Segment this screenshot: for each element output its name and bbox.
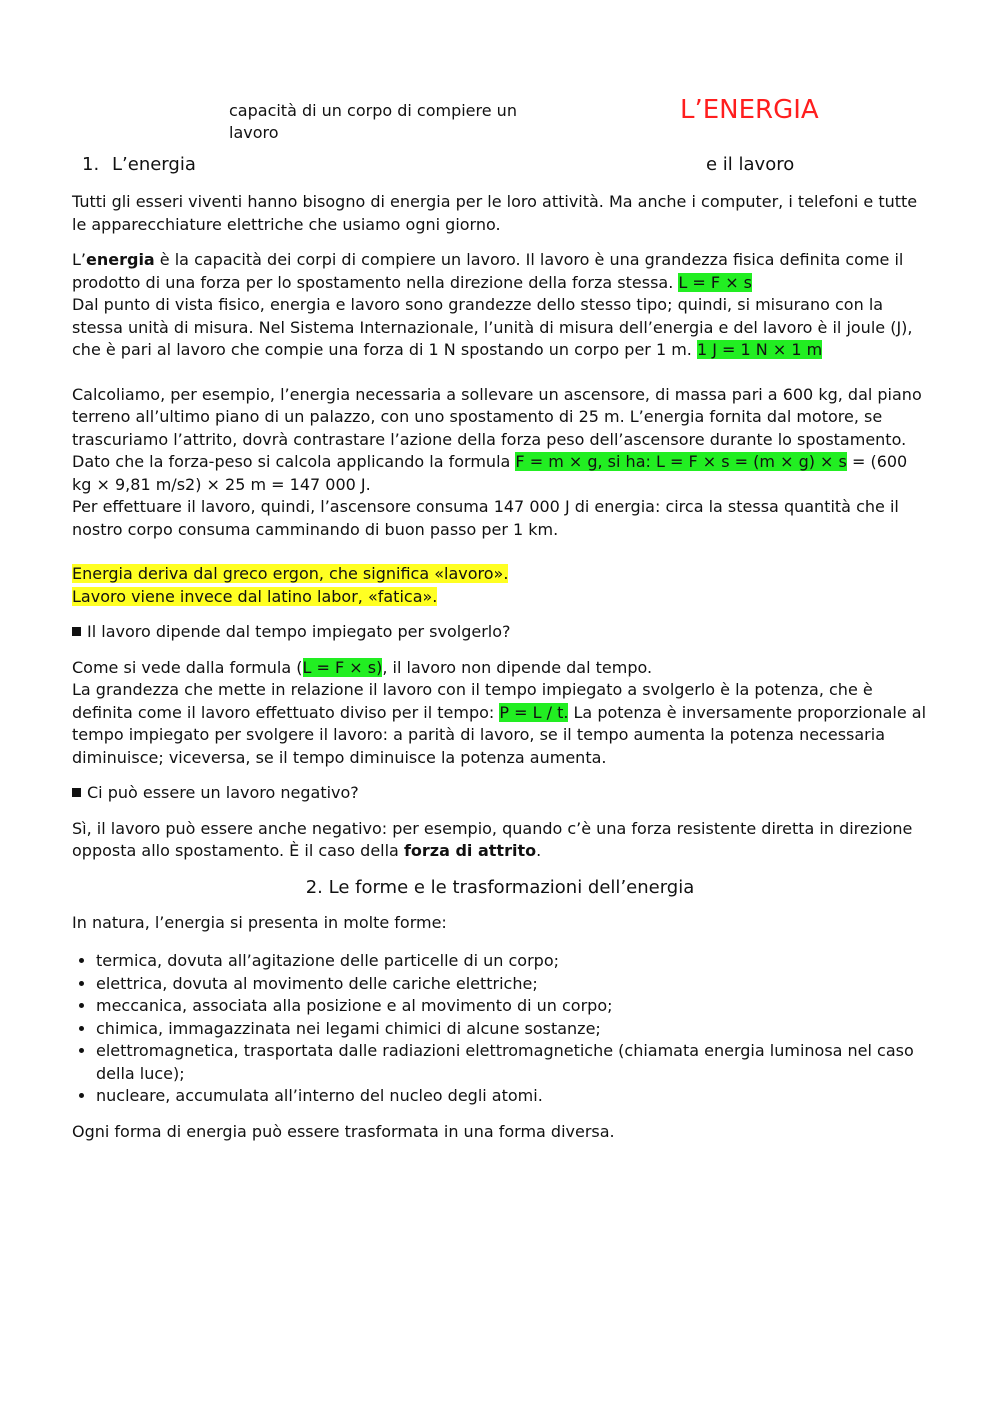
question-negative bbox=[72, 782, 928, 805]
formula-work-inline: L = F × s) bbox=[302, 657, 383, 677]
page-title: L’ENERGIA bbox=[680, 95, 819, 125]
intro-paragraph: Tutti gli esseri viventi hanno bisogno di energia per le loro attività. Ma anche i computer, i telefoni e tutte le apparecchiature elettriche che usiamo ogni giorno. bbox=[72, 192, 918, 234]
definition-callout: capacità di un corpo di compiere un lavoro bbox=[229, 101, 517, 142]
answer-time bbox=[72, 657, 928, 770]
text: Per effettuare il lavoro, quindi, l’ascensore consuma 147 000 J di energia: circa la stessa quantità che il nostro corpo consuma camminando di buon passo per 1 km. bbox=[72, 497, 899, 539]
text: Sì, il lavoro può essere anche negativo: per esempio, quando c’è una forza resistente diretta in direzione opposta allo spostamento. È il caso della bbox=[72, 818, 913, 860]
etymology-note bbox=[72, 563, 928, 608]
forms-intro: In natura, l’energia si presenta in molte forme: bbox=[72, 912, 447, 932]
text: Come si vede dalla formula ( bbox=[72, 657, 303, 677]
text: La potenza è inversamente proporzionale al tempo impiegato per svolgere il lavoro: a parità di lavoro, se il tempo aumenta la potenza necessaria diminuisce; viceversa, se il tempo diminuisce la potenza aumenta. bbox=[72, 702, 927, 767]
text: Dal punto di vista fisico, energia e lavoro sono grandezze dello stesso tipo; quindi, si misurano con la stessa unità di misura. Nel Sistema Internazionale, l’unità di misura dell’energia e del lavoro è il joule (J), che è pari al lavoro che compie una forza di 1 N spostando un corpo per 1 m. bbox=[72, 295, 913, 359]
list-item: • chimica, immagazzinata nei legami chimici di alcune sostanze; bbox=[96, 1018, 928, 1041]
square-bullet-icon bbox=[72, 627, 81, 636]
section-1-number: 1. bbox=[82, 154, 100, 175]
formula-weight: F = m × g, si ha: L = F × s = (m × g) × s bbox=[515, 452, 847, 471]
text: Dato che la forza-peso si calcola applicando la formula bbox=[72, 452, 516, 471]
main-content bbox=[72, 191, 928, 1156]
answer-negative bbox=[72, 818, 928, 863]
formula-work: L = F × s bbox=[678, 272, 753, 292]
formula-power: P = L / t. bbox=[499, 702, 569, 722]
list-item: • nucleare, accumulata all’interno del nucleo degli atomi. bbox=[96, 1085, 928, 1108]
formula-joule: 1 J = 1 N × 1 m bbox=[696, 340, 823, 359]
text: La grandezza che mette in relazione il lavoro con il tempo impiegato a svolgerlo è la potenza, che è definita come il lavoro effettuato diviso per il tempo: bbox=[72, 680, 873, 722]
list-item: • elettromagnetica, trasportata dalle radiazioni elettromagnetiche (chiamata energia luminosa nel caso della luce); bbox=[96, 1040, 928, 1085]
bold-term-energia: energia bbox=[86, 250, 155, 269]
question-time bbox=[72, 621, 928, 644]
list-item: • meccanica, associata alla posizione e al movimento di un corpo; bbox=[96, 995, 928, 1018]
section-1-heading-left: L’energia bbox=[112, 154, 196, 175]
list-item: • elettrica, dovuta al movimento delle cariche elettriche; bbox=[96, 973, 928, 996]
text: Calcoliamo, per esempio, l’energia necessaria a sollevare un ascensore, di massa pari a 600 kg, dal piano terreno all’ultimo piano di un palazzo, con uno spostamento di 25 m. L’energia fornita dal motore, se trascuriamo l’attrito, dovrà contrastare l’azione della forza peso dell’ascensore durante lo spostamento. bbox=[72, 384, 922, 449]
bold-term-attrito: forza di attrito bbox=[403, 841, 537, 860]
section-1-heading-right: e il lavoro bbox=[706, 154, 795, 175]
note-energia: Energia deriva dal greco ergon, che significa «lavoro». bbox=[72, 564, 509, 583]
square-bullet-icon bbox=[72, 788, 81, 797]
text: è la capacità dei corpi di compiere un lavoro. Il lavoro è una grandezza fisica definita come il prodotto di una forza per lo spostamento nella direzione della forza stessa. bbox=[72, 250, 904, 292]
definition-paragraph bbox=[72, 249, 928, 362]
text: Il lavoro dipende dal tempo impiegato per svolgerlo? bbox=[87, 622, 511, 641]
text: . bbox=[536, 841, 542, 860]
section-2-heading: 2. Le forme e le trasformazioni dell’energia bbox=[305, 876, 695, 898]
list-item: • termica, dovuta all’agitazione delle particelle di un corpo; bbox=[96, 950, 928, 973]
note-lavoro: Lavoro viene invece dal latino labor, «fatica». bbox=[72, 586, 438, 606]
closing-paragraph: Ogni forma di energia può essere trasformata in una forma diversa. bbox=[72, 1121, 615, 1141]
text: L’ bbox=[72, 250, 86, 269]
text: = (600 kg × 9,81 m/s2) × 25 m = 147 000 J. bbox=[72, 452, 908, 494]
text: Ci può essere un lavoro negativo? bbox=[87, 783, 359, 802]
text: , il lavoro non dipende dal tempo. bbox=[382, 657, 653, 677]
energy-forms-list bbox=[72, 950, 928, 1108]
example-paragraph bbox=[72, 384, 928, 542]
